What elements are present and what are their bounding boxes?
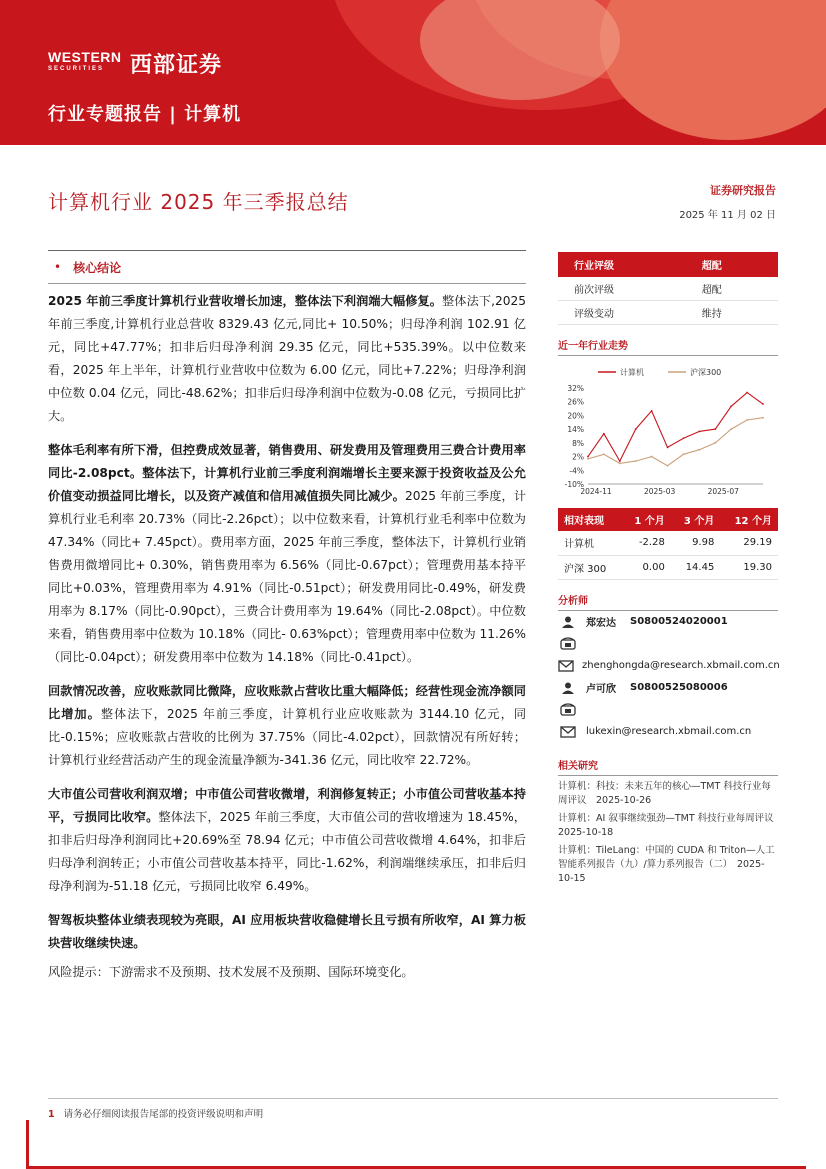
related-report-link[interactable]: 计算机：AI 叙事继续强劲—TMT 科技行业每周评议 2025-10-18	[558, 812, 784, 838]
analyst-email[interactable]: zhenghongda@research.xbmail.com.cn	[582, 660, 780, 671]
paragraph-body: 整体法下，2025 年前三季度，计算机行业应收账款为 3144.10 亿元，同比-0.15%；应收账款占营收的比例为 37.75%（同比-4.02pct），回款情况有所好转；计算机行业经营活动产生的现金流量净额为-341.36 亿元，同比收窄 22.72%。	[48, 707, 527, 767]
rating-header-label: 行业评级	[558, 252, 686, 277]
phone-icon	[558, 637, 578, 651]
analyst-name-row	[558, 611, 778, 633]
trend-heading: 近一年行业走势	[558, 337, 778, 356]
trend-chart-svg	[558, 360, 778, 500]
banner-decoration	[600, 0, 826, 140]
data-point	[698, 449, 700, 451]
y-tick-label: 2%	[572, 452, 584, 462]
logo-chinese: 西部证券	[130, 52, 223, 78]
y-tick-label: 26%	[567, 397, 584, 407]
analyst-email-row	[558, 721, 778, 743]
performance-cell: 0.00	[621, 555, 671, 579]
series-line	[588, 418, 763, 466]
y-tick-label: 20%	[567, 411, 584, 421]
performance-row	[558, 555, 778, 579]
data-point	[730, 428, 732, 430]
x-tick-label: 2024-11	[580, 487, 612, 496]
paragraph-lead: 整体毛利率有所下滑，但控费成效显著，销售费用、研发费用及管理费用三费合计费用率同比-2.08pct。整体法下，计算机行业前三季度利润端增长主要来源于投资收益及公允价值变动损益同比增长，以及资产减值和信用减值损失同比减少。	[48, 443, 526, 503]
performance-table	[558, 508, 778, 580]
data-point	[603, 433, 605, 435]
data-point	[651, 410, 653, 412]
data-point	[698, 431, 700, 433]
data-point	[714, 442, 716, 444]
rating-label: 前次评级	[558, 277, 686, 301]
data-point	[683, 437, 685, 439]
x-tick-label: 2025-03	[643, 487, 676, 496]
header-banner	[0, 0, 826, 145]
section-heading	[48, 250, 526, 284]
analyst-cert: S0800524020001	[630, 616, 728, 627]
data-point	[619, 460, 621, 462]
person-icon	[558, 681, 578, 695]
corner-decoration	[26, 1120, 29, 1169]
performance-cell: 19.30	[720, 555, 778, 579]
trend-chart	[558, 360, 778, 500]
legend-label: 沪深300	[690, 368, 722, 377]
performance-header: 3 个月	[671, 508, 721, 531]
person-icon	[558, 615, 578, 629]
y-tick-label: 14%	[567, 425, 584, 435]
data-point	[683, 453, 685, 455]
data-point	[635, 428, 637, 430]
y-tick-label: 8%	[572, 438, 584, 448]
paragraph-lead: 大市值公司营收利润双增；中市值公司营收微增，利润修复转正；小市值公司营收基本持平，亏损同比收窄。	[48, 787, 526, 824]
performance-cell: 计算机	[558, 531, 621, 555]
phone-icon	[558, 703, 578, 717]
report-date: 2025 年 11 月 02 日	[679, 210, 776, 221]
logo-english: WESTERN	[48, 49, 122, 65]
paragraph-body: 2025 年前三季度，计算机行业毛利率 20.73%（同比-2.26pct）；以中位数来看，计算机行业毛利率中位数为 47.34%（同比+ 7.45pct）。费用率方面，2025 年前三季度，整体法下，计算机行业销售费用微增同比+ 0.30%，销售费用率为 6.56%（同比-0.67pct）；管理费用基本持平同比+0.03%，管理费用率为 4.91%（同比-0.51pct）；研发费用同比-0.49%，研发费用率为 8.17%（同比-0.90pct），三费合计费用率为 19.64%（同比-2.08pct）。中位数来看，销售费用率中位数为 10.18%（同比- 0.63%pct）；管理费用率中位数为 11.26%（同比-0.04pct）；研发费用率中位数为 14.18%（同比-0.41pct）。	[48, 489, 527, 664]
company-logo	[48, 48, 222, 78]
performance-header: 12 个月	[720, 508, 778, 531]
analyst-name-row	[558, 677, 778, 699]
footer-note: 请务必仔细阅读报告尾部的投资评级说明和声明	[63, 1109, 264, 1120]
data-point	[587, 456, 589, 458]
email-icon	[558, 659, 574, 673]
paragraph-lead: 智驾板块整体业绩表现较为亮眼，AI 应用板块营收稳健增长且亏损有所收窄，AI 算力板块营收继续快速。	[48, 913, 526, 950]
y-tick-label: 32%	[567, 384, 584, 393]
data-point	[746, 392, 748, 394]
related-report-link[interactable]: 计算机：TileLang：中国的 CUDA 和 Triton—人工智能系列报告（九）/算力系列报告（二） 2025-10-15	[558, 844, 775, 884]
data-point	[603, 453, 605, 455]
summary-paragraph	[48, 680, 526, 772]
related-report-link[interactable]: 计算机：科技：未来五年的核心—TMT 科技行业每周评议 2025-10-26	[558, 780, 771, 806]
data-point	[667, 465, 669, 467]
data-point	[762, 417, 764, 419]
analyst-phone-row	[558, 633, 778, 655]
y-tick-label: -4%	[569, 466, 584, 476]
paragraph-body: 整体法下,2025 年前三季度,计算机行业总营收 8329.43 亿元,同比+ 10.50%；归母净利润 102.91 亿元，同比+47.77%；扣非后归母净利润 29.35 亿元，同比+535.39%。以中位数来看，2025 年上半年，计算机行业营收中位数为 6.00 亿元，同比+7.22%；归母净利润中位数 0.04 亿元，同比-48.62%；扣非后归母净利润中位数为-0.08 亿元，亏损同比扩大。	[48, 294, 526, 423]
analyst-heading: 分析师	[558, 592, 778, 611]
performance-cell: 沪深 300	[558, 555, 621, 579]
summary-paragraph	[48, 439, 526, 669]
risk-notice: 风险提示：下游需求不及预期、技术发展不及预期、国际环境变化。	[48, 965, 414, 979]
rating-row	[558, 301, 778, 325]
paragraph-lead: 回款情况改善，应收账款同比微降，应收账款占营收比重大幅降低；经营性现金流净额同比增加。	[48, 684, 526, 721]
rating-row	[558, 277, 778, 301]
document-type: 证券研究报告	[710, 184, 776, 197]
rating-header-value: 超配	[686, 252, 778, 277]
analyst-name: 卢可欣	[586, 684, 616, 695]
data-point	[714, 428, 716, 430]
sidebar	[558, 252, 784, 886]
rating-value: 超配	[686, 277, 778, 301]
data-point	[619, 463, 621, 465]
page-footer	[48, 1106, 263, 1120]
performance-header: 相对表现	[558, 508, 621, 531]
section-heading-text: 核心结论	[73, 260, 122, 275]
email-icon	[558, 725, 578, 739]
legend-label: 计算机	[620, 368, 644, 377]
data-point	[746, 419, 748, 421]
data-point	[651, 456, 653, 458]
footer-divider	[48, 1098, 778, 1099]
performance-row	[558, 531, 778, 555]
performance-header-row	[558, 508, 778, 531]
paragraph-body: 整体法下，2025 年前三季度，大市值公司的营收增速为 18.45%，扣非后归母净利润同比+20.69%至 78.94 亿元；中市值公司营收微增 4.64%，扣非后归母净利润转正；小市值公司营收基本持平，同比-1.62%，利润端继续承压，扣非后归母净利润为-51.18 亿元，亏损同比收窄 6.49%。	[48, 810, 526, 893]
analyst-email[interactable]: lukexin@research.xbmail.com.cn	[586, 726, 752, 737]
performance-header: 1 个月	[621, 508, 671, 531]
rating-header-row	[558, 252, 778, 277]
performance-cell: 29.19	[720, 531, 778, 555]
x-tick-label: 2025-07	[707, 487, 739, 496]
summary-paragraph	[48, 290, 526, 428]
performance-cell: -2.28	[621, 531, 671, 555]
main-content	[48, 250, 526, 984]
summary-paragraph	[48, 783, 526, 898]
data-point	[667, 447, 669, 449]
analyst-phone-row	[558, 699, 778, 721]
data-point	[730, 405, 732, 407]
report-category: 行业专题报告 | 计算机	[48, 104, 242, 125]
analyst-name: 郑宏达	[586, 618, 616, 629]
bullet-icon: •	[54, 260, 62, 274]
performance-cell: 14.45	[671, 555, 721, 579]
analyst-email-row	[558, 655, 778, 677]
page-title: 计算机行业 2025 年三季报总结	[48, 190, 349, 214]
logo-english-sub: SECURITIES	[48, 66, 105, 72]
series-line	[588, 393, 763, 462]
data-point	[762, 403, 764, 405]
rating-value: 维持	[686, 301, 778, 325]
data-point	[587, 458, 589, 460]
summary-paragraph	[48, 909, 526, 955]
data-point	[635, 460, 637, 462]
rating-label: 评级变动	[558, 301, 686, 325]
analyst-cert: S0800525080006	[630, 682, 728, 693]
related-heading: 相关研究	[558, 757, 778, 776]
y-tick-label: -10%	[564, 480, 584, 489]
paragraph-lead: 2025 年前三季度计算机行业营收增长加速，整体法下利润端大幅修复。	[48, 294, 443, 308]
performance-cell: 9.98	[671, 531, 721, 555]
paragraph-list	[48, 290, 526, 955]
page-number: 1	[48, 1109, 55, 1120]
rating-table	[558, 252, 778, 325]
